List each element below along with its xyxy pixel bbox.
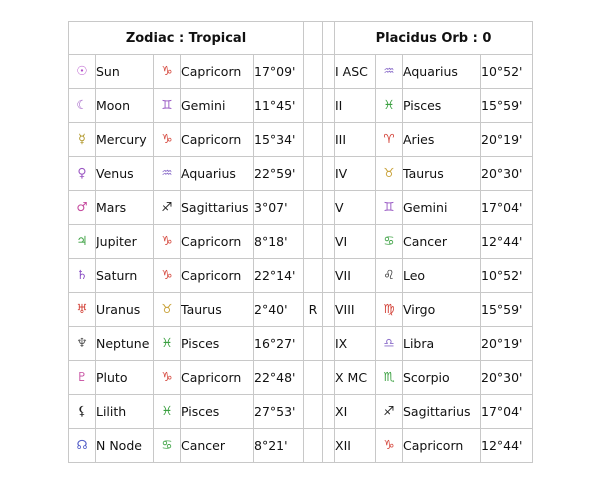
planet-degree: 27°53' [254, 395, 304, 429]
sign-name: Capricorn [181, 225, 254, 259]
table-row [69, 191, 533, 225]
planet-name: Pluto [96, 361, 154, 395]
sign-name: Gemini [181, 89, 254, 123]
mars-icon: ♂ [69, 191, 96, 225]
gap-header-cell [323, 22, 335, 55]
house-sign-name: Aquarius [403, 55, 481, 89]
planet-degree: 22°59' [254, 157, 304, 191]
sign-name: Sagittarius [181, 191, 254, 225]
gap-cell [323, 55, 335, 89]
house-degree: 20°30' [481, 157, 533, 191]
retrograde-flag [304, 429, 323, 463]
house-label: II [335, 89, 376, 123]
libra-icon: ♎ [376, 327, 403, 361]
scorpio-icon: ♏ [376, 361, 403, 395]
house-label: IX [335, 327, 376, 361]
lilith-icon: ⚸ [69, 395, 96, 429]
sign-name: Aquarius [181, 157, 254, 191]
table-row [69, 157, 533, 191]
planet-degree: 16°27' [254, 327, 304, 361]
virgo-icon: ♍ [376, 293, 403, 327]
sign-name: Pisces [181, 395, 254, 429]
planet-name: Venus [96, 157, 154, 191]
north-node-icon: ☊ [69, 429, 96, 463]
gemini-icon: ♊ [376, 191, 403, 225]
sagittarius-icon: ♐ [154, 191, 181, 225]
gemini-icon: ♊ [154, 89, 181, 123]
moon-icon: ☾ [69, 89, 96, 123]
house-degree: 12°44' [481, 225, 533, 259]
house-label: III [335, 123, 376, 157]
retrograde-flag [304, 327, 323, 361]
capricorn-icon: ♑ [154, 55, 181, 89]
sign-name: Cancer [181, 429, 254, 463]
pluto-icon: ♇ [69, 361, 96, 395]
house-label: XII [335, 429, 376, 463]
cancer-icon: ♋ [154, 429, 181, 463]
planet-degree: 2°40' [254, 293, 304, 327]
gap-cell [323, 361, 335, 395]
planet-degree: 8°21' [254, 429, 304, 463]
house-sign-name: Virgo [403, 293, 481, 327]
planet-name: Sun [96, 55, 154, 89]
table-row [69, 327, 533, 361]
planet-name: Saturn [96, 259, 154, 293]
capricorn-icon: ♑ [154, 225, 181, 259]
gap-cell [323, 259, 335, 293]
aries-icon: ♈ [376, 123, 403, 157]
zodiac-header: Zodiac : Tropical [69, 22, 304, 55]
leo-icon: ♌ [376, 259, 403, 293]
planet-name: Lilith [96, 395, 154, 429]
jupiter-icon: ♃ [69, 225, 96, 259]
flag-header-cell [304, 22, 323, 55]
planet-name: Neptune [96, 327, 154, 361]
house-sign-name: Capricorn [403, 429, 481, 463]
house-sign-name: Pisces [403, 89, 481, 123]
house-degree: 15°59' [481, 293, 533, 327]
planet-degree: 8°18' [254, 225, 304, 259]
house-degree: 20°19' [481, 123, 533, 157]
aquarius-icon: ♒ [376, 55, 403, 89]
planet-name: Jupiter [96, 225, 154, 259]
table-row [69, 89, 533, 123]
house-label: V [335, 191, 376, 225]
retrograde-flag [304, 55, 323, 89]
planet-name: Uranus [96, 293, 154, 327]
capricorn-icon: ♑ [154, 123, 181, 157]
sagittarius-icon: ♐ [376, 395, 403, 429]
retrograde-flag [304, 259, 323, 293]
sign-name: Capricorn [181, 55, 254, 89]
retrograde-flag [304, 395, 323, 429]
gap-cell [323, 429, 335, 463]
retrograde-flag: R [304, 293, 323, 327]
aquarius-icon: ♒ [154, 157, 181, 191]
house-degree: 12°44' [481, 429, 533, 463]
house-sign-name: Aries [403, 123, 481, 157]
capricorn-icon: ♑ [154, 361, 181, 395]
table-row [69, 259, 533, 293]
planet-name: Mercury [96, 123, 154, 157]
gap-cell [323, 123, 335, 157]
table-row [69, 429, 533, 463]
house-degree: 10°52' [481, 55, 533, 89]
retrograde-flag [304, 157, 323, 191]
pisces-icon: ♓ [376, 89, 403, 123]
sign-name: Capricorn [181, 259, 254, 293]
table-row [69, 395, 533, 429]
neptune-icon: ♆ [69, 327, 96, 361]
house-label: X MC [335, 361, 376, 395]
planet-degree: 3°07' [254, 191, 304, 225]
planet-degree: 22°48' [254, 361, 304, 395]
house-label: I ASC [335, 55, 376, 89]
mercury-icon: ☿ [69, 123, 96, 157]
house-sign-name: Libra [403, 327, 481, 361]
astrology-table [68, 21, 533, 463]
gap-cell [323, 395, 335, 429]
planet-degree: 17°09' [254, 55, 304, 89]
planet-name: Moon [96, 89, 154, 123]
venus-icon: ♀ [69, 157, 96, 191]
gap-cell [323, 225, 335, 259]
house-sign-name: Taurus [403, 157, 481, 191]
house-sign-name: Gemini [403, 191, 481, 225]
house-sign-name: Leo [403, 259, 481, 293]
header-row [69, 22, 533, 55]
sign-name: Pisces [181, 327, 254, 361]
sign-name: Capricorn [181, 123, 254, 157]
taurus-icon: ♉ [154, 293, 181, 327]
saturn-icon: ♄ [69, 259, 96, 293]
house-label: VIII [335, 293, 376, 327]
table-row [69, 123, 533, 157]
gap-cell [323, 327, 335, 361]
gap-cell [323, 293, 335, 327]
house-degree: 17°04' [481, 395, 533, 429]
house-degree: 15°59' [481, 89, 533, 123]
house-system-header: Placidus Orb : 0 [335, 22, 533, 55]
table-row [69, 361, 533, 395]
planet-name: Mars [96, 191, 154, 225]
house-sign-name: Cancer [403, 225, 481, 259]
taurus-icon: ♉ [376, 157, 403, 191]
table-row [69, 225, 533, 259]
sign-name: Taurus [181, 293, 254, 327]
sun-icon: ☉ [69, 55, 96, 89]
table-row [69, 293, 533, 327]
house-degree: 20°19' [481, 327, 533, 361]
pisces-icon: ♓ [154, 327, 181, 361]
capricorn-icon: ♑ [154, 259, 181, 293]
gap-cell [323, 191, 335, 225]
planet-degree: 11°45' [254, 89, 304, 123]
retrograde-flag [304, 225, 323, 259]
planet-degree: 22°14' [254, 259, 304, 293]
uranus-icon: ♅ [69, 293, 96, 327]
sign-name: Capricorn [181, 361, 254, 395]
house-label: IV [335, 157, 376, 191]
house-sign-name: Scorpio [403, 361, 481, 395]
house-degree: 20°30' [481, 361, 533, 395]
house-label: VII [335, 259, 376, 293]
capricorn-icon: ♑ [376, 429, 403, 463]
cancer-icon: ♋ [376, 225, 403, 259]
retrograde-flag [304, 191, 323, 225]
gap-cell [323, 157, 335, 191]
planet-degree: 15°34' [254, 123, 304, 157]
retrograde-flag [304, 361, 323, 395]
retrograde-flag [304, 89, 323, 123]
house-degree: 10°52' [481, 259, 533, 293]
house-degree: 17°04' [481, 191, 533, 225]
planet-name: N Node [96, 429, 154, 463]
house-sign-name: Sagittarius [403, 395, 481, 429]
gap-cell [323, 89, 335, 123]
table-row [69, 55, 533, 89]
house-label: VI [335, 225, 376, 259]
house-label: XI [335, 395, 376, 429]
retrograde-flag [304, 123, 323, 157]
pisces-icon: ♓ [154, 395, 181, 429]
